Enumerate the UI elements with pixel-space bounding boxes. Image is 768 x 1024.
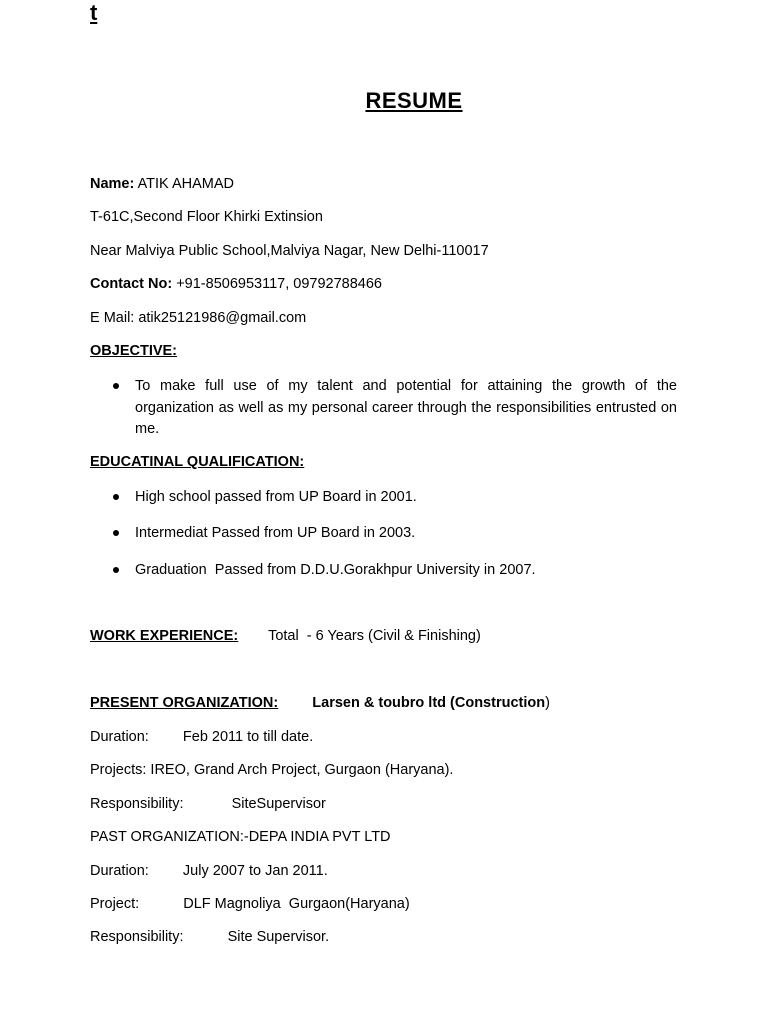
education-item-text: High school passed from UP Board in 2001.	[135, 489, 417, 505]
past-project-value: DLF Magnoliya Gurgaon(Haryana)	[183, 896, 410, 912]
past-responsibility-label: Responsibility:	[90, 929, 184, 945]
objective-heading: OBJECTIVE:	[90, 343, 178, 359]
bullet-icon	[113, 567, 119, 573]
education-list-cont	[90, 560, 677, 582]
past-project-line	[90, 896, 410, 912]
bullet-icon	[113, 530, 119, 536]
objective-text: To make full use of my talent and potential for attaining the growth of the organization as well as my personal career through the responsibilities entrusted on me.	[135, 378, 677, 437]
list-item	[90, 560, 677, 582]
education-heading: EDUCATINAL QUALIFICATION:	[90, 454, 305, 470]
objective-list	[90, 376, 677, 441]
name-label: Name:	[90, 176, 135, 192]
top-text-fragment: t	[90, 0, 98, 25]
present-duration-label: Duration:	[90, 729, 149, 745]
past-duration-line	[90, 863, 328, 879]
work-experience-value: Total - 6 Years (Civil & Finishing)	[268, 628, 481, 644]
name-value: ATIK AHAMAD	[137, 176, 234, 192]
list-item	[90, 376, 677, 441]
past-responsibility-value: Site Supervisor.	[227, 929, 330, 945]
past-project-label: Project:	[90, 896, 140, 912]
name-line	[90, 176, 234, 192]
present-projects-line: Projects: IREO, Grand Arch Project, Gurgaon (Haryana).	[90, 762, 454, 778]
present-company-close: )	[545, 695, 550, 711]
present-responsibility-line	[90, 796, 326, 812]
contact-value: +91-8506953117, 09792788466	[176, 276, 382, 292]
present-responsibility-label: Responsibility:	[90, 796, 184, 812]
work-experience-heading: WORK EXPERIENCE:	[90, 628, 239, 644]
work-experience-line	[90, 628, 481, 644]
present-responsibility-value: SiteSupervisor	[231, 796, 326, 812]
present-company: Larsen & toubro ltd (Construction	[312, 695, 546, 711]
address-line-2: Near Malviya Public School,Malviya Nagar, New Delhi-110017	[90, 243, 489, 259]
present-organization-heading: PRESENT ORGANIZATION:	[90, 695, 279, 711]
past-responsibility-line	[90, 929, 329, 945]
address-line-1: T-61C,Second Floor Khirki Extinsion	[90, 209, 323, 225]
bullet-icon	[113, 494, 119, 500]
list-item	[90, 487, 677, 509]
education-item-text: Intermediat Passed from UP Board in 2003.	[135, 525, 416, 541]
bullet-icon	[113, 383, 119, 389]
present-duration-line	[90, 729, 313, 745]
list-item	[90, 523, 677, 545]
education-item-text: Graduation Passed from D.D.U.Gorakhpur University in 2007.	[135, 562, 536, 578]
present-organization-line	[90, 695, 550, 711]
past-organization-line: PAST ORGANIZATION:-DEPA INDIA PVT LTD	[90, 829, 391, 845]
education-list-cont	[90, 523, 677, 545]
present-duration-value: Feb 2011 to till date.	[182, 729, 314, 745]
past-duration-label: Duration:	[90, 863, 149, 879]
education-list	[90, 487, 677, 509]
contact-label: Contact No:	[90, 276, 173, 292]
contact-line	[90, 276, 382, 292]
past-duration-value: July 2007 to Jan 2011.	[182, 863, 328, 879]
email-line: E Mail: atik25121986@gmail.com	[90, 310, 307, 326]
page-title: RESUME	[365, 88, 463, 113]
